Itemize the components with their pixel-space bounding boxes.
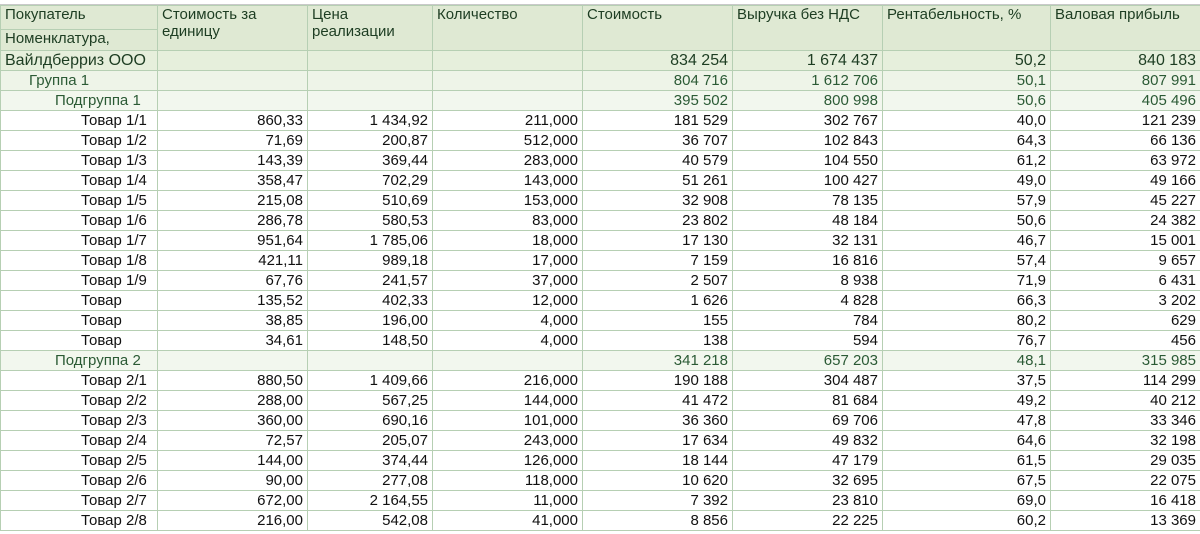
cell-gross-profit[interactable]: 840 183 — [1051, 51, 1200, 71]
cell-unit-cost[interactable]: 144,00 — [158, 451, 308, 471]
cell-name[interactable]: Товар 1/1 — [1, 111, 158, 131]
cell-cost[interactable]: 181 529 — [583, 111, 733, 131]
cell-gross-profit[interactable]: 13 369 — [1051, 511, 1200, 531]
table-row[interactable] — [1, 231, 1200, 251]
cell-unit-cost[interactable]: 286,78 — [158, 211, 308, 231]
cell-quantity[interactable]: 4,000 — [433, 331, 583, 351]
cell-gross-profit[interactable]: 40 212 — [1051, 391, 1200, 411]
cell-revenue[interactable]: 69 706 — [733, 411, 883, 431]
cell-revenue[interactable]: 49 832 — [733, 431, 883, 451]
cell-cost[interactable]: 155 — [583, 311, 733, 331]
cell-cost[interactable]: 10 620 — [583, 471, 733, 491]
cell-profitability[interactable]: 71,9 — [883, 271, 1051, 291]
header-profitability[interactable]: Рентабельность, % — [883, 6, 1051, 51]
cell-gross-profit[interactable]: 807 991 — [1051, 71, 1200, 91]
table-row[interactable] — [1, 111, 1200, 131]
cell-sale-price[interactable] — [308, 351, 433, 371]
report-table-container — [0, 4, 1200, 531]
table-row[interactable] — [1, 211, 1200, 231]
table-row[interactable] — [1, 431, 1200, 451]
cell-unit-cost[interactable]: 358,47 — [158, 171, 308, 191]
cell-name[interactable]: Товар — [1, 291, 158, 311]
cell-sale-price[interactable] — [308, 51, 433, 71]
cell-profitability[interactable]: 48,1 — [883, 351, 1051, 371]
table-row[interactable] — [1, 151, 1200, 171]
cell-quantity[interactable]: 118,000 — [433, 471, 583, 491]
table-row[interactable] — [1, 491, 1200, 511]
cell-name[interactable]: Товар 2/4 — [1, 431, 158, 451]
cell-unit-cost[interactable]: 71,69 — [158, 131, 308, 151]
cell-quantity[interactable]: 144,000 — [433, 391, 583, 411]
cell-profitability[interactable]: 60,2 — [883, 511, 1051, 531]
cell-unit-cost[interactable]: 288,00 — [158, 391, 308, 411]
cell-gross-profit[interactable]: 6 431 — [1051, 271, 1200, 291]
cell-name[interactable]: Товар 1/9 — [1, 271, 158, 291]
cell-name[interactable]: Товар — [1, 311, 158, 331]
cell-name[interactable]: Подгруппа 2 — [1, 351, 158, 371]
cell-profitability[interactable]: 49,2 — [883, 391, 1051, 411]
group-row[interactable] — [1, 91, 1200, 111]
cell-profitability[interactable]: 50,2 — [883, 51, 1051, 71]
cell-sale-price[interactable]: 148,50 — [308, 331, 433, 351]
cell-profitability[interactable]: 46,7 — [883, 231, 1051, 251]
cell-unit-cost[interactable] — [158, 51, 308, 71]
cell-revenue[interactable]: 657 203 — [733, 351, 883, 371]
cell-quantity[interactable]: 4,000 — [433, 311, 583, 331]
cell-revenue[interactable]: 302 767 — [733, 111, 883, 131]
cell-profitability[interactable]: 50,6 — [883, 91, 1051, 111]
header-gross-profit[interactable]: Валовая прибыль — [1051, 6, 1200, 51]
cell-revenue[interactable]: 47 179 — [733, 451, 883, 471]
cell-gross-profit[interactable]: 24 382 — [1051, 211, 1200, 231]
cell-sale-price[interactable]: 374,44 — [308, 451, 433, 471]
cell-profitability[interactable]: 64,3 — [883, 131, 1051, 151]
cell-revenue[interactable]: 800 998 — [733, 91, 883, 111]
header-sale-price[interactable]: Цена реализации — [308, 6, 433, 51]
cell-quantity[interactable]: 17,000 — [433, 251, 583, 271]
table-row[interactable] — [1, 471, 1200, 491]
cell-sale-price[interactable]: 1 409,66 — [308, 371, 433, 391]
cell-name[interactable]: Товар 2/1 — [1, 371, 158, 391]
cell-name[interactable]: Вайлдберриз ООО — [1, 51, 158, 71]
cell-name[interactable]: Товар 2/8 — [1, 511, 158, 531]
cell-sale-price[interactable] — [308, 91, 433, 111]
cell-unit-cost[interactable] — [158, 71, 308, 91]
table-row[interactable] — [1, 171, 1200, 191]
cell-revenue[interactable]: 100 427 — [733, 171, 883, 191]
cell-revenue[interactable]: 104 550 — [733, 151, 883, 171]
cell-cost[interactable]: 36 360 — [583, 411, 733, 431]
cell-quantity[interactable]: 83,000 — [433, 211, 583, 231]
cell-profitability[interactable]: 67,5 — [883, 471, 1051, 491]
cell-gross-profit[interactable]: 63 972 — [1051, 151, 1200, 171]
cell-revenue[interactable]: 1 612 706 — [733, 71, 883, 91]
cell-unit-cost[interactable]: 880,50 — [158, 371, 308, 391]
cell-cost[interactable]: 7 392 — [583, 491, 733, 511]
cell-unit-cost[interactable]: 951,64 — [158, 231, 308, 251]
cell-cost[interactable]: 36 707 — [583, 131, 733, 151]
cell-quantity[interactable]: 11,000 — [433, 491, 583, 511]
cell-revenue[interactable]: 32 695 — [733, 471, 883, 491]
cell-sale-price[interactable]: 241,57 — [308, 271, 433, 291]
cell-cost[interactable]: 32 908 — [583, 191, 733, 211]
cell-cost[interactable]: 2 507 — [583, 271, 733, 291]
cell-sale-price[interactable]: 690,16 — [308, 411, 433, 431]
cell-revenue[interactable]: 784 — [733, 311, 883, 331]
cell-unit-cost[interactable]: 860,33 — [158, 111, 308, 131]
cell-sale-price[interactable]: 196,00 — [308, 311, 433, 331]
group-row[interactable] — [1, 351, 1200, 371]
cell-profitability[interactable]: 47,8 — [883, 411, 1051, 431]
header-unit-cost[interactable]: Стоимость за единицу — [158, 6, 308, 51]
cell-gross-profit[interactable]: 9 657 — [1051, 251, 1200, 271]
cell-quantity[interactable]: 243,000 — [433, 431, 583, 451]
cell-revenue[interactable]: 8 938 — [733, 271, 883, 291]
cell-sale-price[interactable]: 989,18 — [308, 251, 433, 271]
cell-cost[interactable]: 190 188 — [583, 371, 733, 391]
group-row[interactable] — [1, 71, 1200, 91]
cell-revenue[interactable]: 1 674 437 — [733, 51, 883, 71]
cell-profitability[interactable]: 40,0 — [883, 111, 1051, 131]
cell-sale-price[interactable]: 580,53 — [308, 211, 433, 231]
header-buyer[interactable]: Покупатель — [1, 6, 158, 30]
cell-cost[interactable]: 7 159 — [583, 251, 733, 271]
table-row[interactable] — [1, 251, 1200, 271]
cell-cost[interactable]: 40 579 — [583, 151, 733, 171]
cell-unit-cost[interactable] — [158, 91, 308, 111]
cell-cost[interactable]: 17 130 — [583, 231, 733, 251]
cell-cost[interactable]: 834 254 — [583, 51, 733, 71]
cell-revenue[interactable]: 304 487 — [733, 371, 883, 391]
cell-cost[interactable]: 1 626 — [583, 291, 733, 311]
table-row[interactable] — [1, 271, 1200, 291]
cell-sale-price[interactable]: 200,87 — [308, 131, 433, 151]
header-row — [1, 6, 1200, 30]
cell-gross-profit[interactable]: 3 202 — [1051, 291, 1200, 311]
cell-revenue[interactable]: 32 131 — [733, 231, 883, 251]
cell-gross-profit[interactable]: 456 — [1051, 331, 1200, 351]
cell-profitability[interactable]: 69,0 — [883, 491, 1051, 511]
cell-gross-profit[interactable]: 29 035 — [1051, 451, 1200, 471]
cell-name[interactable]: Товар 1/7 — [1, 231, 158, 251]
cell-unit-cost[interactable]: 135,52 — [158, 291, 308, 311]
cell-quantity[interactable]: 153,000 — [433, 191, 583, 211]
cell-name[interactable]: Товар — [1, 331, 158, 351]
cell-sale-price[interactable]: 1 785,06 — [308, 231, 433, 251]
cell-quantity[interactable]: 126,000 — [433, 451, 583, 471]
cell-cost[interactable]: 138 — [583, 331, 733, 351]
cell-profitability[interactable]: 64,6 — [883, 431, 1051, 451]
cell-quantity[interactable]: 143,000 — [433, 171, 583, 191]
cell-name[interactable]: Товар 1/8 — [1, 251, 158, 271]
cell-quantity[interactable]: 283,000 — [433, 151, 583, 171]
cell-profitability[interactable]: 49,0 — [883, 171, 1051, 191]
cell-sale-price[interactable]: 369,44 — [308, 151, 433, 171]
cell-sale-price[interactable]: 277,08 — [308, 471, 433, 491]
cell-unit-cost[interactable]: 143,39 — [158, 151, 308, 171]
cell-revenue[interactable]: 16 816 — [733, 251, 883, 271]
header-revenue[interactable]: Выручка без НДС — [733, 6, 883, 51]
cell-unit-cost[interactable]: 215,08 — [158, 191, 308, 211]
cell-revenue[interactable]: 594 — [733, 331, 883, 351]
cell-gross-profit[interactable]: 405 496 — [1051, 91, 1200, 111]
table-row[interactable] — [1, 291, 1200, 311]
cell-quantity[interactable] — [433, 91, 583, 111]
cell-unit-cost[interactable]: 34,61 — [158, 331, 308, 351]
cell-gross-profit[interactable]: 121 239 — [1051, 111, 1200, 131]
cell-quantity[interactable]: 211,000 — [433, 111, 583, 131]
cell-quantity[interactable]: 37,000 — [433, 271, 583, 291]
cell-quantity[interactable]: 512,000 — [433, 131, 583, 151]
cell-sale-price[interactable]: 702,29 — [308, 171, 433, 191]
cell-sale-price[interactable]: 2 164,55 — [308, 491, 433, 511]
table-row[interactable] — [1, 511, 1200, 531]
cell-profitability[interactable]: 76,7 — [883, 331, 1051, 351]
table-row[interactable] — [1, 391, 1200, 411]
cell-profitability[interactable]: 37,5 — [883, 371, 1051, 391]
cell-revenue[interactable]: 22 225 — [733, 511, 883, 531]
cell-name[interactable]: Товар 2/5 — [1, 451, 158, 471]
group-row[interactable] — [1, 51, 1200, 71]
cell-name[interactable]: Товар 1/3 — [1, 151, 158, 171]
cell-cost[interactable]: 18 144 — [583, 451, 733, 471]
cell-name[interactable]: Товар 1/4 — [1, 171, 158, 191]
cell-unit-cost[interactable]: 672,00 — [158, 491, 308, 511]
cell-quantity[interactable] — [433, 351, 583, 371]
cell-cost[interactable]: 51 261 — [583, 171, 733, 191]
cell-gross-profit[interactable]: 32 198 — [1051, 431, 1200, 451]
table-row[interactable] — [1, 411, 1200, 431]
cell-gross-profit[interactable]: 315 985 — [1051, 351, 1200, 371]
cell-name[interactable]: Группа 1 — [1, 71, 158, 91]
cell-revenue[interactable]: 81 684 — [733, 391, 883, 411]
cell-quantity[interactable]: 12,000 — [433, 291, 583, 311]
cell-profitability[interactable]: 61,5 — [883, 451, 1051, 471]
cell-profitability[interactable]: 50,6 — [883, 211, 1051, 231]
cell-profitability[interactable]: 80,2 — [883, 311, 1051, 331]
table-row[interactable] — [1, 131, 1200, 151]
table-row[interactable] — [1, 451, 1200, 471]
cell-name[interactable]: Товар 2/7 — [1, 491, 158, 511]
cell-revenue[interactable]: 4 828 — [733, 291, 883, 311]
header-quantity[interactable]: Количество — [433, 6, 583, 51]
cell-profitability[interactable]: 50,1 — [883, 71, 1051, 91]
cell-gross-profit[interactable]: 15 001 — [1051, 231, 1200, 251]
table-row[interactable] — [1, 331, 1200, 351]
cell-cost[interactable]: 8 856 — [583, 511, 733, 531]
cell-quantity[interactable] — [433, 71, 583, 91]
cell-name[interactable]: Товар 2/3 — [1, 411, 158, 431]
cell-unit-cost[interactable]: 38,85 — [158, 311, 308, 331]
cell-quantity[interactable] — [433, 51, 583, 71]
cell-gross-profit[interactable]: 45 227 — [1051, 191, 1200, 211]
cell-unit-cost[interactable]: 360,00 — [158, 411, 308, 431]
cell-unit-cost[interactable]: 216,00 — [158, 511, 308, 531]
cell-revenue[interactable]: 48 184 — [733, 211, 883, 231]
cell-quantity[interactable]: 41,000 — [433, 511, 583, 531]
cell-unit-cost[interactable]: 421,11 — [158, 251, 308, 271]
table-row[interactable] — [1, 191, 1200, 211]
cell-unit-cost[interactable]: 90,00 — [158, 471, 308, 491]
cell-name[interactable]: Подгруппа 1 — [1, 91, 158, 111]
cell-revenue[interactable]: 102 843 — [733, 131, 883, 151]
cell-name[interactable]: Товар 1/2 — [1, 131, 158, 151]
cell-quantity[interactable]: 18,000 — [433, 231, 583, 251]
cell-gross-profit[interactable]: 49 166 — [1051, 171, 1200, 191]
cell-gross-profit[interactable]: 33 346 — [1051, 411, 1200, 431]
cell-cost[interactable]: 804 716 — [583, 71, 733, 91]
table-body — [1, 51, 1200, 531]
cell-sale-price[interactable]: 510,69 — [308, 191, 433, 211]
cell-revenue[interactable]: 78 135 — [733, 191, 883, 211]
cell-quantity[interactable]: 101,000 — [433, 411, 583, 431]
cell-quantity[interactable]: 216,000 — [433, 371, 583, 391]
cell-gross-profit[interactable]: 629 — [1051, 311, 1200, 331]
header-cost[interactable]: Стоимость — [583, 6, 733, 51]
cell-profitability[interactable]: 66,3 — [883, 291, 1051, 311]
cell-cost[interactable]: 23 802 — [583, 211, 733, 231]
report-table — [0, 5, 1200, 531]
header-nomenclature[interactable]: Номенклатура, — [1, 30, 158, 51]
cell-sale-price[interactable] — [308, 71, 433, 91]
cell-profitability[interactable]: 57,9 — [883, 191, 1051, 211]
cell-cost[interactable]: 395 502 — [583, 91, 733, 111]
cell-gross-profit[interactable]: 16 418 — [1051, 491, 1200, 511]
cell-gross-profit[interactable]: 114 299 — [1051, 371, 1200, 391]
table-row[interactable] — [1, 371, 1200, 391]
cell-unit-cost[interactable]: 67,76 — [158, 271, 308, 291]
cell-name[interactable]: Товар 2/6 — [1, 471, 158, 491]
cell-unit-cost[interactable]: 72,57 — [158, 431, 308, 451]
cell-name[interactable]: Товар 1/6 — [1, 211, 158, 231]
cell-name[interactable]: Товар 2/2 — [1, 391, 158, 411]
cell-sale-price[interactable]: 205,07 — [308, 431, 433, 451]
cell-sale-price[interactable]: 567,25 — [308, 391, 433, 411]
cell-profitability[interactable]: 61,2 — [883, 151, 1051, 171]
cell-unit-cost[interactable] — [158, 351, 308, 371]
cell-gross-profit[interactable]: 66 136 — [1051, 131, 1200, 151]
cell-revenue[interactable]: 23 810 — [733, 491, 883, 511]
table-row[interactable] — [1, 311, 1200, 331]
cell-cost[interactable]: 17 634 — [583, 431, 733, 451]
cell-sale-price[interactable]: 542,08 — [308, 511, 433, 531]
cell-profitability[interactable]: 57,4 — [883, 251, 1051, 271]
cell-sale-price[interactable]: 402,33 — [308, 291, 433, 311]
cell-name[interactable]: Товар 1/5 — [1, 191, 158, 211]
cell-cost[interactable]: 341 218 — [583, 351, 733, 371]
cell-sale-price[interactable]: 1 434,92 — [308, 111, 433, 131]
cell-cost[interactable]: 41 472 — [583, 391, 733, 411]
cell-gross-profit[interactable]: 22 075 — [1051, 471, 1200, 491]
